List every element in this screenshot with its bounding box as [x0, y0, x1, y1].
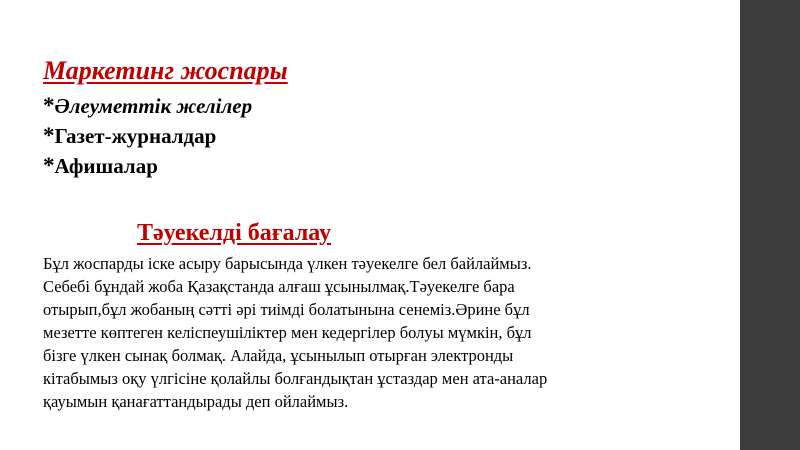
list-item-text: Афишалар — [54, 154, 158, 178]
paragraph-line: отырып,бұл жобаның сәтті әрі тиімді болатынына сенеміз.Әрине бұл — [43, 300, 530, 319]
marketing-plan-title: Маркетинг жоспары — [43, 56, 288, 85]
risk-assessment-paragraph — [43, 252, 733, 413]
paragraph-line: қауымын қанағаттандырады деп ойлаймыз. — [43, 392, 349, 411]
paragraph-line: Бұл жоспарды іске асыру барысында үлкен тәуекелге бел байлаймыз. — [43, 254, 532, 273]
list-item — [43, 91, 252, 121]
list-item-text: Газет-журналдар — [54, 124, 217, 148]
bullet-star: * — [43, 153, 55, 178]
bullet-star: * — [43, 123, 55, 148]
list-item-text: Әлеуметтік желілер — [54, 94, 253, 118]
paragraph-line: бізге үлкен сынақ болмақ. Алайда, ұсынылып отырған электронды — [43, 346, 514, 365]
paragraph-line: Себебі бұндай жоба Қазақстанда алғаш ұсынылмақ.Тәуекелге бара — [43, 277, 515, 296]
bullet-star: * — [43, 93, 55, 118]
list-item — [43, 121, 252, 151]
risk-assessment-title: Тәуекелді бағалау — [137, 220, 332, 246]
paragraph-line: кітабымыз оқу үлгісіне қолайлы болғандықтан ұстаздар мен ата-аналар — [43, 369, 548, 388]
side-bar — [740, 0, 800, 450]
marketing-channels-list — [43, 91, 252, 181]
paragraph-line: мезетте көптеген келіспеушіліктер мен кедергілер болуы мүмкін, бұл — [43, 323, 532, 342]
list-item — [43, 151, 252, 181]
